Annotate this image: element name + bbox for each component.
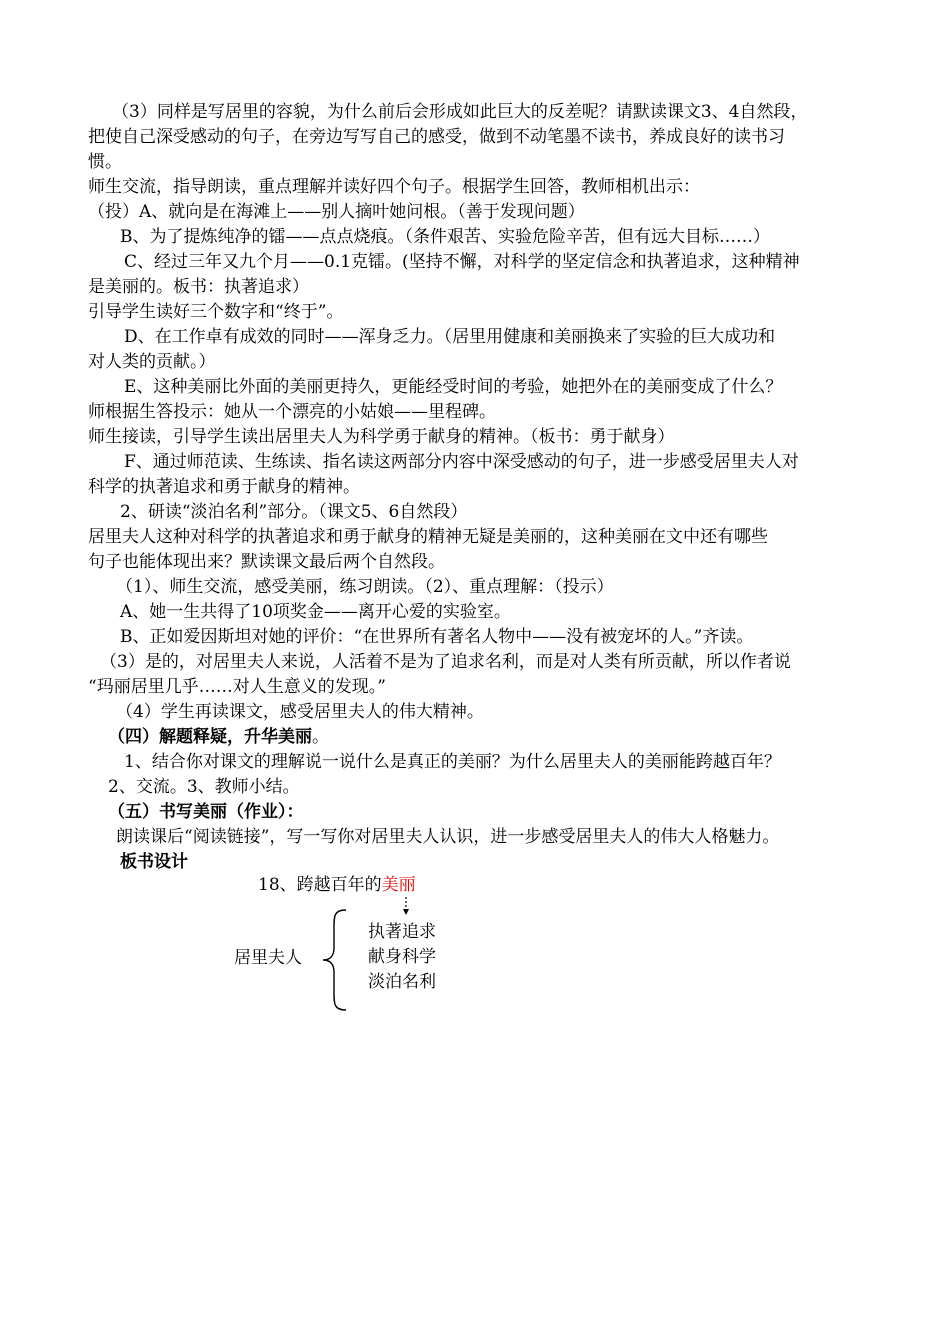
para-line: 惯。 [88, 152, 122, 172]
para-line: 1、结合你对课文的理解说一说什么是真正的美丽？为什么居里夫人的美丽能跨越百年？ [124, 752, 781, 772]
para-line: 句子也能体现出来？默读课文最后两个自然段。 [88, 552, 445, 572]
para-line: 科学的执著追求和勇于献身的精神。 [88, 477, 360, 497]
curly-brace-icon [320, 908, 350, 1012]
para-line: D、在工作卓有成效的同时——浑身乏力。（居里用健康和美丽换来了实验的巨大成功和 [124, 327, 776, 347]
para-line: 是美丽的。板书：执著追求） [88, 277, 309, 297]
board-design-heading: 板书设计 [120, 852, 188, 872]
para-line: （投）A、就向是在海滩上——别人摘叶她问根。（善于发现问题） [88, 202, 585, 222]
board-title [258, 873, 416, 897]
para-line: （3）是的，对居里夫人来说，人活着不是为了追求名利，而是对人类有所贡献，所以作者说 [100, 652, 791, 672]
section-4-heading-tail: 。 [312, 727, 329, 747]
section-5-heading: （五）书写美丽（作业）： [108, 802, 304, 822]
para-line: A、她一生共得了10项奖金——离开心爱的实验室。 [120, 602, 511, 622]
section-4-heading [108, 725, 329, 749]
para-line: （4）学生再读课文，感受居里夫人的伟大精神。 [116, 702, 484, 722]
para-line: B、为了提炼纯净的镭——点点烧痕。（条件艰苦、实验危险辛苦，但有远大目标……） [120, 227, 770, 247]
board-item: 执著追求 [368, 922, 436, 942]
para-line: E、这种美丽比外面的美丽更持久，更能经受时间的考验，她把外在的美丽变成了什么？ [124, 377, 783, 397]
para-line: （3）同样是写居里的容貌，为什么前后会形成如此巨大的反差呢？请默读课文3、4自然段， [112, 102, 808, 122]
para-line: 师生交流，指导朗读，重点理解并读好四个句子。根据学生回答，教师相机出示： [88, 177, 700, 197]
para-line: 2、交流。3、教师小结。 [108, 777, 300, 797]
para-line: 朗读课后“阅读链接”，写一写你对居里夫人认识，进一步感受居里夫人的伟大人格魅力。 [116, 827, 780, 847]
board-item: 淡泊名利 [368, 972, 436, 992]
para-line: 把使自己深受感动的句子，在旁边写写自己的感受，做到不动笔墨不读书，养成良好的读书习 [88, 127, 785, 147]
board-title-highlight: 美丽 [381, 875, 416, 895]
para-line: 居里夫人这种对科学的执著追求和勇于献身的精神无疑是美丽的，这种美丽在文中还有哪些 [88, 527, 768, 547]
para-line: “玛丽居里几乎……对人生意义的发现。” [88, 677, 386, 697]
para-line: F、通过师范读、生练读、指名读这两部分内容中深受感动的句子，进一步感受居里夫人对 [124, 452, 799, 472]
para-line: 师根据生答投示：她从一个漂亮的小姑娘——里程碑。 [88, 402, 496, 422]
down-arrow-icon [400, 897, 412, 919]
section-4-heading-text: （四）解题释疑，升华美丽 [108, 727, 312, 747]
para-line: 引导学生读好三个数字和“终于”。 [88, 302, 344, 322]
board-subject: 居里夫人 [234, 948, 302, 968]
para-line: （1）、师生交流，感受美丽，练习朗读。（2）、重点理解：（投示） [116, 577, 614, 597]
para-line: 师生接读，引导学生读出居里夫人为科学勇于献身的精神。（板书：勇于献身） [88, 427, 675, 447]
para-line: B、正如爱因斯坦对她的评价：“在世界所有著名人物中——没有被宠坏的人。”齐读。 [120, 627, 754, 647]
board-title-prefix: 18、跨越百年的 [258, 875, 382, 895]
para-line: 2、研读“淡泊名利”部分。（课文5、6自然段） [120, 502, 468, 522]
para-line: 对人类的贡献。） [88, 352, 216, 372]
board-item: 献身科学 [368, 947, 436, 967]
para-line: C、经过三年又九个月——0.1克镭。(坚持不懈，对科学的坚定信念和执著追求，这种精神 [124, 252, 800, 272]
